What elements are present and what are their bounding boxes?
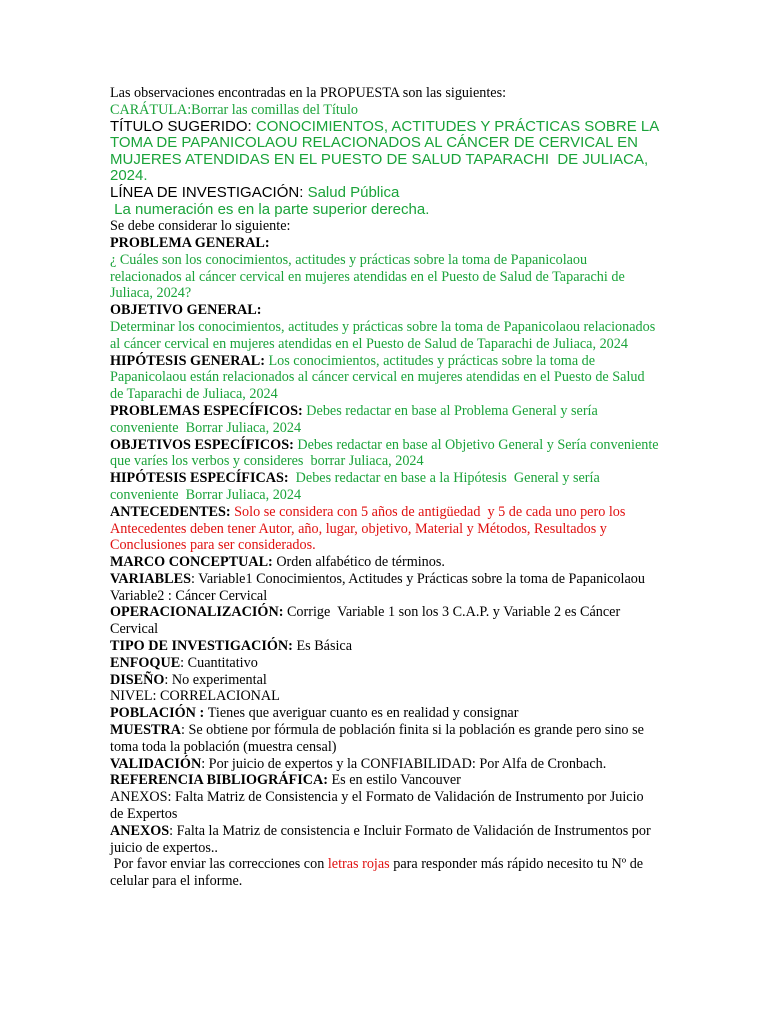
- objetivo-general-label: OBJETIVO GENERAL:: [110, 302, 262, 319]
- objetivos-especificos: [110, 436, 663, 471]
- validacion: [110, 756, 660, 773]
- problemas-especificos-label: PROBLEMAS ESPECÍFICOS:: [110, 402, 307, 419]
- hipotesis-general-label: HIPÓTESIS GENERAL:: [110, 352, 269, 369]
- final-post: para responder más rápido necesito tu Nº de celular para el informe.: [110, 856, 647, 890]
- hipotesis-especificas: [110, 470, 660, 504]
- anexos2-value: : Falta la Matriz de consistencia e Incluir Formato de Validación de Instrumentos por juicio de expertos..: [110, 822, 655, 856]
- operacionalizacion-label: OPERACIONALIZACIÓN:: [110, 604, 287, 621]
- final-note: [110, 856, 660, 890]
- final-pre: Por favor enviar las correcciones con: [110, 856, 328, 873]
- hipotesis-general: [110, 353, 660, 403]
- marco-value: Orden alfabético de términos.: [276, 554, 445, 571]
- operacionalizacion: [110, 604, 660, 638]
- poblacion: [110, 705, 660, 722]
- referencia-bibliografica: [110, 772, 660, 789]
- marco-conceptual: [110, 554, 660, 571]
- caratula-line: CARÁTULA:Borrar las comillas del Título: [110, 101, 358, 118]
- hipotesis-general-value: Los conocimientos, actitudes y prácticas sobre la toma de Papanicolaou están relacionados al cáncer cervical en mujeres atendidas en el Puesto de Salud de Taparachi de Juliaca, 2024: [110, 352, 649, 403]
- objetivo-general-value: Determinar los conocimientos, actitudes y prácticas sobre la toma de Papanicolaou relacionados al cáncer cervical en mujeres atendidas en el Puesto de Salud de Taparachi de Juliaca, 2024: [110, 318, 656, 352]
- marco-label: MARCO CONCEPTUAL:: [110, 554, 277, 571]
- linea-label: LÍNEA DE INVESTIGACIÓN:: [110, 183, 308, 201]
- operacionalizacion-value: Corrige Variable 1 son los 3 C.A.P. y Variable 2 es Cáncer Cervical: [110, 604, 624, 638]
- problema-general-label: PROBLEMA GENERAL:: [110, 234, 270, 251]
- antecedentes: [110, 504, 660, 554]
- problemas-especificos-value: Debes redactar en base al Problema General y sería conveniente Borrar Juliaca, 2024: [110, 402, 602, 436]
- variables: [110, 571, 660, 588]
- diseno-value: : No experimental: [164, 671, 267, 688]
- titulo-label: TÍTULO SUGERIDO:: [110, 117, 256, 135]
- final-red: letras rojas: [327, 856, 390, 873]
- poblacion-value: Tienes que averiguar cuanto es en realidad y consignar: [207, 705, 519, 722]
- variables-label: VARIABLES: [110, 570, 191, 587]
- muestra: [110, 722, 660, 756]
- tipo-label: TIPO DE INVESTIGACIÓN:: [110, 638, 297, 655]
- anexos2-label: ANEXOS: [110, 822, 170, 839]
- antecedentes-value: Solo se considera con 5 años de antigüedad y 5 de cada uno pero los Antecedentes deben tener Autor, año, lugar, objetivo, Material y Métodos, Resultados y Conclusiones para ser considerados.: [110, 503, 629, 554]
- diseno: [110, 672, 660, 689]
- variables-value: : Variable1 Conocimientos, Actitudes y Prácticas sobre la toma de Papanicolaou: [190, 570, 645, 587]
- poblacion-label: POBLACIÓN :: [110, 705, 208, 722]
- titulo-sugerido: [110, 117, 663, 185]
- titulo-value: CONOCIMIENTOS, ACTITUDES Y PRÁCTICAS SOBRE LA TOMA DE PAPANICOLAOU RELACIONADOS AL CÁNCER DE CERVICAL EN MUJERES ATENDIDAS EN EL PUESTO DE SALUD TAPARACHI DE JULIACA, 2024.: [110, 117, 663, 185]
- intro-line: Las observaciones encontradas en la PROPUESTA son las siguientes:: [110, 85, 507, 101]
- enfoque-label: ENFOQUE: [110, 654, 181, 671]
- antecedentes-label: ANTECEDENTES:: [110, 503, 235, 520]
- numeracion-line: La numeración es en la parte superior derecha.: [110, 200, 430, 218]
- tipo-investigacion: [110, 638, 660, 655]
- muestra-label: MUESTRA: [110, 722, 181, 739]
- document-page: [110, 85, 663, 890]
- considerar-line: Se debe considerar lo siguiente:: [110, 218, 291, 235]
- anexos-line-1: ANEXOS: Falta Matriz de Consistencia y el Formato de Validación de Instrumento por Juicio de Expertos: [110, 789, 644, 823]
- validacion-label: VALIDACIÓN: [110, 755, 202, 772]
- problemas-especificos: [110, 403, 660, 437]
- linea-value: Salud Pública: [307, 183, 400, 201]
- muestra-value: : Se obtiene por fórmula de población finita si la población es grande pero sino se toma toda la población (muestra censal): [110, 722, 648, 755]
- referencia-value: Es en estilo Vancouver: [331, 772, 461, 789]
- enfoque: [110, 655, 660, 672]
- enfoque-value: : Cuantitativo: [180, 654, 258, 671]
- objetivos-especificos-value: Debes redactar en base al Objetivo General y Sería conveniente que varíes los verbos y consideres borrar Juliaca, 2024: [110, 436, 663, 470]
- nivel-line: NIVEL: CORRELACIONAL: [110, 688, 280, 705]
- problema-general-value: ¿ Cuáles son los conocimientos, actitudes y prácticas sobre la toma de Papanicolaou relacionados al cáncer cervical en mujeres atendidas en el Puesto de Salud de Taparachi de Juliaca, 2024?: [110, 251, 625, 302]
- objetivos-especificos-label: OBJETIVOS ESPECÍFICOS:: [110, 436, 298, 453]
- hipotesis-especificas-value: Debes redactar en base a la Hipótesis General y sería conveniente Borrar Juliaca, 2024: [110, 470, 604, 503]
- hipotesis-especificas-label: HIPÓTESIS ESPECÍFICAS:: [110, 470, 293, 487]
- validacion-value: : Por juicio de expertos y la CONFIABILIDAD: Por Alfa de Cronbach.: [201, 755, 607, 772]
- referencia-label: REFERENCIA BIBLIOGRÁFICA:: [110, 772, 332, 789]
- variable2-line: Variable2 : Cáncer Cervical: [110, 587, 268, 604]
- tipo-value: Es Básica: [296, 638, 353, 655]
- anexos-line-2: [110, 823, 660, 857]
- diseno-label: DISEÑO: [110, 671, 165, 688]
- linea-investigacion: [110, 185, 660, 202]
